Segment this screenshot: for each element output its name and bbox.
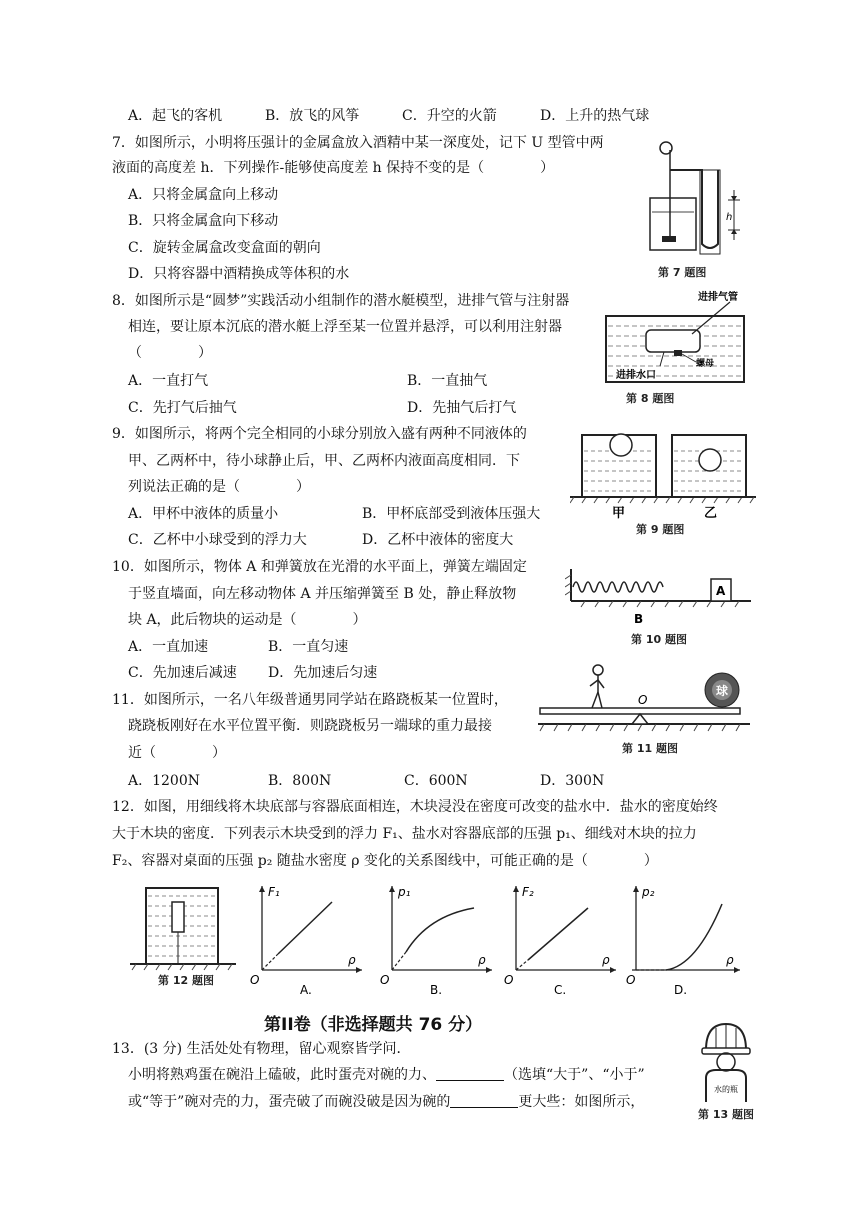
q7-option-b: B．只将金属盒向下移动: [128, 213, 279, 229]
intake-pipe-label: 进排气管: [698, 292, 738, 303]
q13-line3-part1: 或“等于”碗对壳的力，蛋壳破了而碗没破是因为碗的: [128, 1094, 451, 1110]
q7-option-c: C．旋转金属盒改变盒面的朝向: [128, 240, 321, 256]
graph-d-origin: O: [626, 973, 636, 987]
q8-stem-line2: 相连，要让原本沉底的潜水艇上浮至某一位置并悬浮，可以利用注射器: [128, 319, 562, 335]
bottle-label: 水的瓶: [714, 1085, 738, 1094]
q10-caption: 第 10 题图: [631, 633, 687, 646]
q8-figure: [600, 290, 750, 410]
point-b-label: B: [634, 612, 644, 626]
q6-option-a: A．起飞的客机: [128, 108, 223, 124]
q8-caption: 第 8 题图: [626, 392, 675, 405]
q10-option-d: D．先加速后匀速: [268, 665, 378, 681]
q11-figure: [536, 660, 752, 760]
q10-option-b: B．一直匀速: [268, 639, 349, 655]
q9-stem-line2: 甲、乙两杯中，待小球静止后，甲、乙两杯内液面高度相同．下: [128, 453, 520, 469]
q7-stem-line1: 7．如图所示，小明将压强计的金属盒放入酒精中某一深度处，记下 U 型管中两: [112, 135, 604, 151]
q9-option-a: A．甲杯中液体的质量小: [128, 506, 279, 522]
q11-stem-line2: 跷跷板刚好在水平位置平衡．则跷跷板另一端球的重力最接: [128, 718, 492, 734]
pressure-gauge-diagram: [640, 140, 750, 260]
q10-stem-line1: 10．如图所示，物体 A 和弹簧放在光滑的水平面上，弹簧左端固定: [112, 559, 527, 575]
block-a-label: A: [716, 584, 726, 598]
graph-c-ylabel: F₂: [522, 885, 534, 899]
graph-c: [502, 880, 622, 1000]
graph-a: [248, 880, 368, 1000]
q13-blank-2[interactable]: [450, 1093, 518, 1108]
graph-c-xlabel: ρ: [602, 953, 610, 967]
q8-option-a: A．一直打气: [128, 373, 209, 389]
graph-c-origin: O: [504, 973, 514, 987]
q11-caption: 第 11 题图: [622, 742, 678, 755]
q13-line2-part1: 小明将熟鸡蛋在碗沿上磕破，此时蛋壳对碗的力、: [128, 1067, 436, 1083]
q9-option-b: B．甲杯底部受到液体压强大: [362, 506, 541, 522]
q9-stem-line1: 9．如图所示，将两个完全相同的小球分别放入盛有两种不同液体的: [112, 426, 527, 442]
q10-option-c: C．先加速后减速: [128, 665, 237, 681]
q9-option-d: D．乙杯中液体的密度大: [362, 532, 514, 548]
q11-option-d: D．300N: [540, 773, 605, 789]
graph-a-xlabel: ρ: [348, 953, 356, 967]
q12-container-figure: [128, 880, 238, 990]
graph-b: [378, 880, 498, 1000]
q8-stem-line1: 8．如图所示是“圆梦”实践活动小组制作的潜水艇模型，进排气管与注射器: [112, 293, 570, 309]
graph-d: [626, 880, 746, 1000]
graph-b-ylabel: p₁: [398, 885, 411, 899]
q8-option-d: D．先抽气后打气: [407, 400, 517, 416]
graph-d-option: D.: [674, 983, 688, 997]
q13-caption: 第 13 题图: [698, 1108, 754, 1121]
q6-option-c: C．升空的火箭: [402, 108, 497, 124]
q11-option-a: A．1200N: [128, 773, 200, 789]
nut-label: 螺母: [696, 359, 715, 369]
q6-option-b: B．放飞的风筝: [265, 108, 360, 124]
graph-a-plot: [248, 880, 368, 1000]
graph-b-origin: O: [380, 973, 390, 987]
q13-stem-line3: [128, 1092, 644, 1112]
q13-line3-part2: 更大些：如图所示，: [518, 1094, 645, 1110]
graph-a-ylabel: F₁: [268, 885, 280, 899]
q9-caption: 第 9 题图: [636, 523, 685, 536]
section-2-heading: 第II卷（非选择题共 76 分）: [264, 1015, 483, 1035]
graph-d-ylabel: p₂: [642, 885, 655, 899]
q11-option-c: C．600N: [404, 773, 468, 789]
q11-option-b: B．800N: [268, 773, 332, 789]
q13-line2-part2: （选填“大于”、“小于”: [504, 1067, 645, 1083]
q9-stem-line3: 列说法正确的是（ ）: [128, 479, 310, 495]
spring-block-diagram: [565, 565, 755, 627]
q7-option-a: A．只将金属盒向上移动: [128, 187, 279, 203]
q13-stem-line2: [128, 1065, 645, 1085]
graph-d-xlabel: ρ: [726, 953, 734, 967]
two-cups-diagram: [570, 425, 760, 520]
q7-stem-line2: 液面的高度差 h．下列操作-能够使高度差 h 保持不变的是（ ）: [112, 160, 555, 176]
graph-a-option: A.: [300, 983, 312, 997]
water-inlet-label: 进排水口: [616, 370, 656, 381]
h-label: h: [726, 212, 733, 223]
q10-figure: [565, 565, 755, 650]
helmet-bottle-diagram: [692, 1020, 760, 1104]
q13-stem-line1: 13．(3 分) 生活处处有物理，留心观察皆学问．: [112, 1041, 411, 1057]
q11-stem-line3: 近（ ）: [128, 745, 226, 761]
graph-b-option: B.: [430, 983, 443, 997]
q6-option-d: D．上升的热气球: [540, 108, 650, 124]
salt-water-container-diagram: [128, 880, 238, 975]
q10-stem-line3: 块 A，此后物块的运动是（ ）: [128, 612, 367, 628]
q8-option-c: C．先打气后抽气: [128, 400, 237, 416]
q8-option-b: B．一直抽气: [407, 373, 488, 389]
q7-figure: [640, 140, 750, 280]
q12-stem-line3: F₂、容器对桌面的压强 p₂ 随盐水密度 ρ 变化的关系图线中，可能正确的是（ ）: [112, 853, 658, 869]
q10-stem-line2: 于竖直墙面，向左移动物体 A 并压缩弹簧至 B 处，静止释放物: [128, 586, 517, 602]
q12-caption: 第 12 题图: [158, 974, 214, 987]
q12-stem-line1: 12．如图，用细线将木块底部与容器底面相连，木块浸没在密度可改变的盐水中．盐水的密度始终: [112, 799, 718, 815]
q9-option-c: C．乙杯中小球受到的浮力大: [128, 532, 307, 548]
q7-caption: 第 7 题图: [658, 266, 707, 279]
graph-b-xlabel: ρ: [478, 953, 486, 967]
graph-a-origin: O: [250, 973, 260, 987]
q12-stem-line2: 大于木块的密度．下列表示木块受到的浮力 F₁、盐水对容器底部的压强 p₁、细线对木块的拉力: [112, 826, 697, 842]
q9-figure: [570, 425, 760, 545]
graph-c-plot: [502, 880, 622, 1000]
submarine-model-diagram: [600, 290, 750, 388]
ball-label: 球: [716, 684, 729, 698]
seesaw-diagram: [536, 660, 752, 738]
q10-option-a: A．一直加速: [128, 639, 209, 655]
graph-d-plot: [626, 880, 746, 1000]
graph-c-option: C.: [554, 983, 567, 997]
q13-blank-1[interactable]: [436, 1066, 504, 1081]
q13-figure: [692, 1020, 760, 1124]
graph-b-plot: [378, 880, 498, 1000]
pivot-o-label: O: [638, 693, 648, 707]
q7-option-d: D．只将容器中酒精换成等体积的水: [128, 266, 350, 282]
cup-jia-label: 甲: [612, 506, 626, 520]
cup-yi-label: 乙: [704, 506, 718, 520]
q8-stem-line3: （ ）: [128, 345, 212, 361]
q11-stem-line1: 11．如图所示，一名八年级普通男同学站在路跷板某一位置时，: [112, 692, 508, 708]
